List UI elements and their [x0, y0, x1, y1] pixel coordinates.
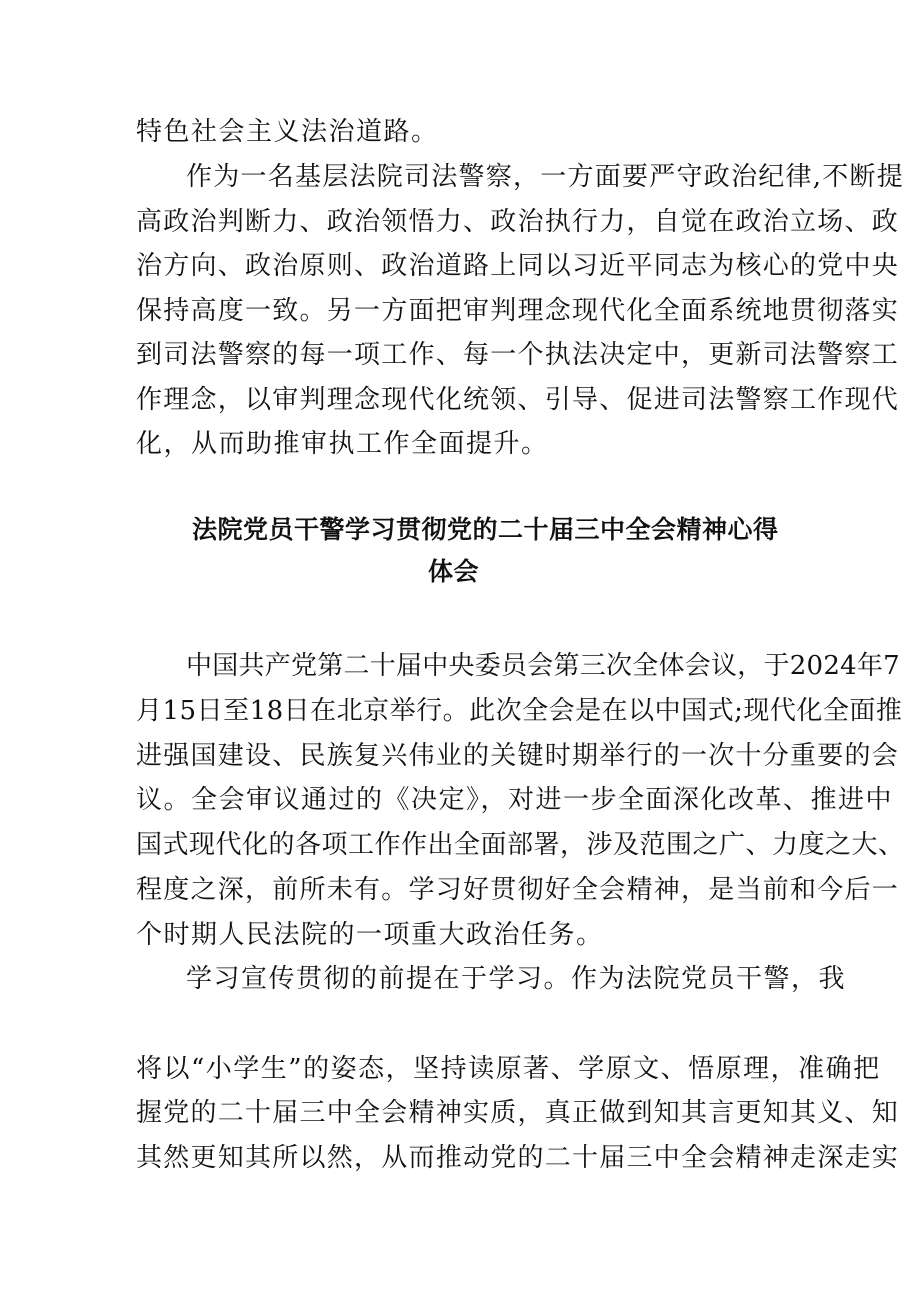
- paragraph-line: 到司法警察的每一项工作、每一个执法决定中，更新司法警察工: [136, 340, 900, 370]
- paragraph-line: 化，从而助推审执工作全面提升。: [136, 429, 549, 459]
- paragraph-line: 将以“小学生”的姿态，坚持读原著、学原文、悟原理，准确把: [136, 1054, 881, 1084]
- paragraph-line: 特色社会主义法治道路。: [136, 117, 439, 147]
- paragraph-line: 月15日至18日在北京举行。此次全会是在以中国式;现代化全面推: [136, 696, 903, 726]
- paragraph-line: 议。全会审议通过的《决定》，对进一步全面深化改革、推进中: [136, 785, 894, 815]
- paragraph-line: 中国共产党第二十届中央委员会第三次全体会议，于2024年7: [186, 651, 900, 681]
- paragraph-line: 个时期人民法院的一项重大政治任务。: [136, 920, 604, 950]
- paragraph-line: 治方向、政治原则、政治道路上同以习近平同志为核心的党中央: [136, 251, 900, 281]
- paragraph-line: 握党的二十届三中全会精神实质，真正做到知其言更知其义、知: [136, 1098, 900, 1128]
- paragraph-line: 作为一名基层法院司法警察，一方面要严守政治纪律,不断提: [186, 162, 905, 192]
- heading-line-2: 体会: [428, 557, 480, 586]
- paragraph-line: 进强国建设、民族复兴伟业的关键时期举行的一次十分重要的会: [136, 741, 900, 771]
- paragraph-line: 程度之深，前所未有。学习好贯彻好全会精神，是当前和今后一: [136, 875, 900, 905]
- paragraph-line: 国式现代化的各项工作作出全面部署，涉及范围之广、力度之大、: [136, 830, 905, 860]
- paragraph-line: 学习宣传贯彻的前提在于学习。作为法院党员干警，我: [186, 964, 847, 994]
- heading-line-1: 法院党员干警学习贯彻党的二十届三中全会精神心得: [192, 515, 779, 544]
- paragraph-line: 其然更知其所以然，从而推动党的二十届三中全会精神走深走实: [136, 1143, 900, 1173]
- paragraph-line: 保持高度一致。另一方面把审判理念现代化全面系统地贯彻落实: [136, 296, 900, 326]
- paragraph-line: 高政治判断力、政治领悟力、政治执行力，自觉在政治立场、政: [136, 207, 900, 237]
- paragraph-line: 作理念，以审判理念现代化统领、引导、促进司法警察工作现代: [136, 385, 900, 415]
